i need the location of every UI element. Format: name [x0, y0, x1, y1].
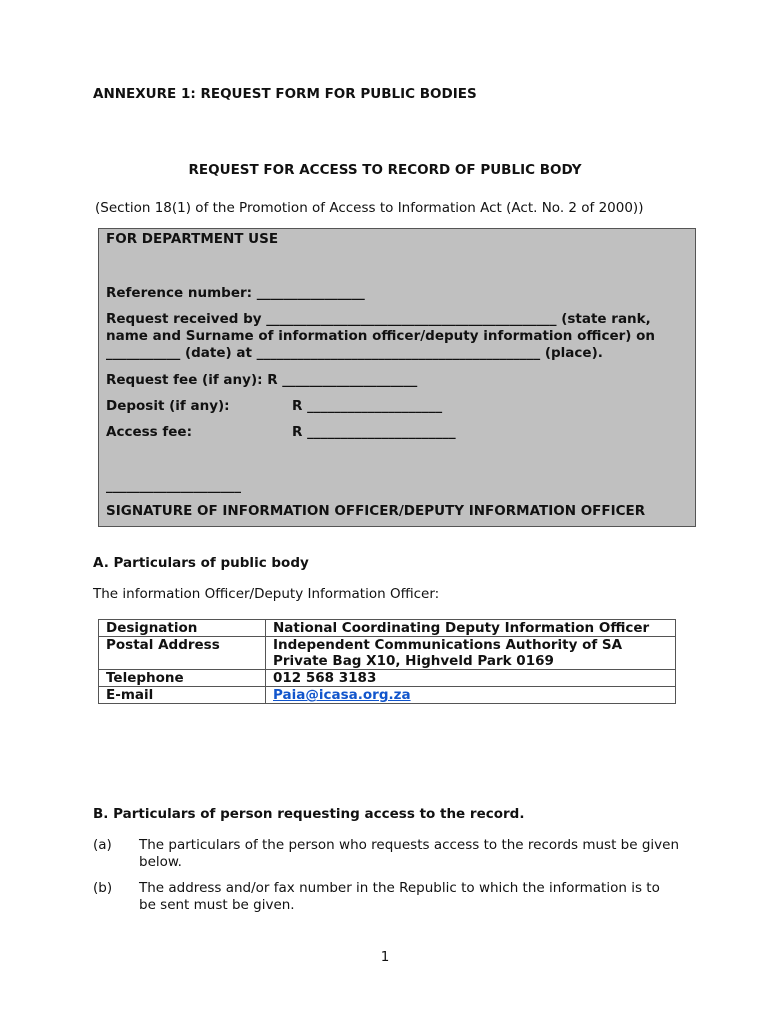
email-link[interactable]: Paia@icasa.org.za [273, 687, 411, 703]
form-title: REQUEST FOR ACCESS TO RECORD OF PUBLIC BODY [188, 162, 582, 178]
table-row [99, 637, 676, 670]
access-fee-field [106, 424, 456, 441]
department-heading: FOR DEPARTMENT USE [106, 231, 279, 247]
section-reference: (Section 18(1) of the Promotion of Access to Information Act (Act. No. 2 of 2000)) [95, 200, 644, 216]
email-label: E-mail [99, 687, 266, 704]
item-text: The address and/or fax number in the Republic to which the information is to be sent must be given. [139, 880, 660, 913]
access-fee-value: R ______________________ [292, 424, 456, 440]
table-row [99, 620, 676, 637]
deposit-value: R ____________________ [292, 398, 443, 414]
section-b-heading: B. Particulars of person requesting access to the record. [93, 806, 525, 822]
deposit-field [106, 398, 442, 415]
department-use-box [98, 228, 696, 527]
signature-line: ____________________ [106, 478, 241, 494]
item-number: (a) [93, 837, 112, 853]
public-body-table [98, 619, 676, 704]
deposit-label: Deposit (if any): [106, 398, 230, 414]
access-fee-label: Access fee: [106, 424, 192, 440]
email-cell [266, 687, 676, 704]
table-row [99, 670, 676, 687]
request-fee-field: Request fee (if any): R ____________________ [106, 372, 418, 388]
page-number: 1 [380, 949, 390, 965]
reference-number-field: Reference number: ________________ [106, 285, 365, 301]
annexure-title: ANNEXURE 1: REQUEST FORM FOR PUBLIC BODIES [93, 86, 477, 102]
item-text: The particulars of the person who requests access to the records must be given below. [139, 837, 679, 870]
postal-line-1: Independent Communications Authority of SA [273, 637, 623, 653]
postal-line-2: Private Bag X10, Highveld Park 0169 [273, 653, 554, 669]
telephone-value: 012 568 3183 [266, 670, 676, 687]
section-a-heading: A. Particulars of public body [93, 555, 309, 571]
designation-value: National Coordinating Deputy Information Officer [266, 620, 676, 637]
designation-label: Designation [99, 620, 266, 637]
postal-address-label: Postal Address [99, 637, 266, 670]
postal-address-value [266, 637, 676, 670]
section-a-intro: The information Officer/Deputy Information Officer: [93, 586, 440, 602]
telephone-label: Telephone [99, 670, 266, 687]
signature-caption: SIGNATURE OF INFORMATION OFFICER/DEPUTY INFORMATION OFFICER [106, 503, 646, 519]
table-row [99, 687, 676, 704]
item-number: (b) [93, 880, 113, 896]
request-received-field: Request received by ___________________________________________ (state rank, name and Surname of information officer/deputy information officer) on ___________ (date) at __________________________________________ (place). [106, 311, 656, 361]
